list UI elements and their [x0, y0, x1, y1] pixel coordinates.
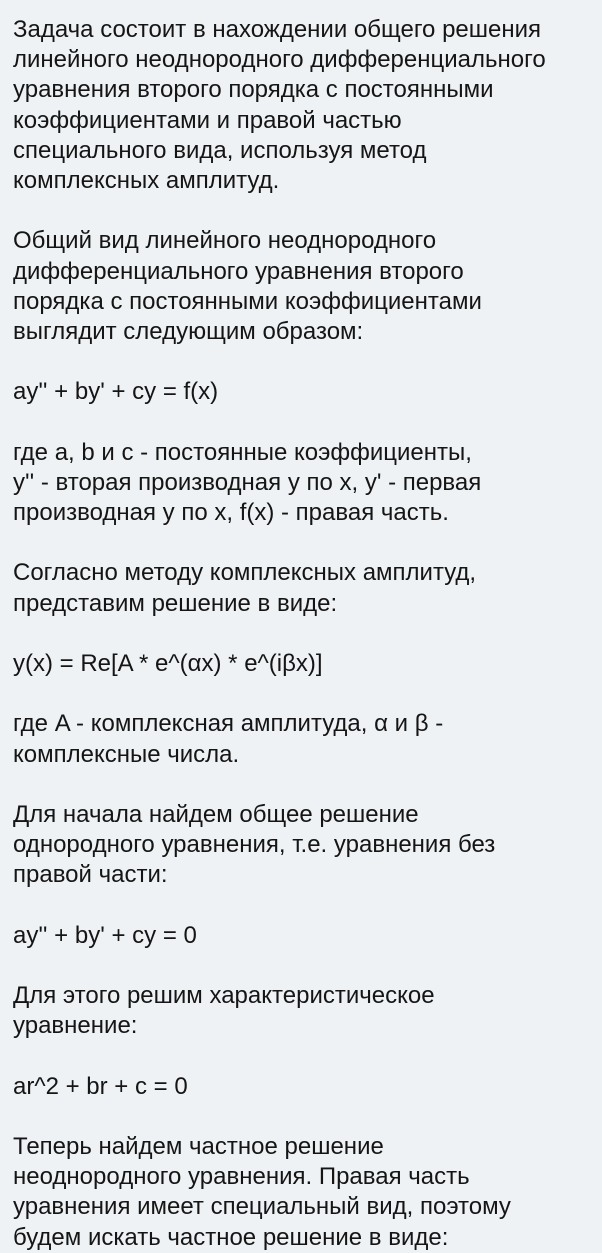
text-line: Теперь найдем частное решение [13, 1132, 384, 1160]
text-line: уравнение: [13, 1012, 138, 1040]
text-line: уравнения второго порядка с постоянными [13, 76, 494, 104]
message-paragraph [13, 1132, 602, 1253]
message-paragraph [13, 709, 602, 769]
text-line: Задача состоит в нахождении общего решения [13, 16, 542, 43]
text-line: Общий вид линейного неоднородного [13, 227, 437, 255]
text-line: представим решение в виде: [13, 589, 338, 617]
message-paragraph [13, 800, 602, 891]
paragraph-spacer [13, 196, 602, 226]
paragraph-spacer [13, 1041, 602, 1071]
message-paragraph [13, 15, 602, 196]
text-line: неоднородного уравнения. Правая часть [13, 1163, 470, 1191]
text-line: Для этого решим характеристическое [13, 982, 435, 1009]
paragraph-spacer [13, 679, 602, 709]
text-line: уравнения имеет специальный вид, поэтому [13, 1193, 511, 1221]
text-line: будем искать частное решение в виде: [13, 1223, 449, 1251]
paragraph-spacer [13, 528, 602, 558]
text-line: выглядит следующим образом: [13, 317, 364, 345]
message-text [13, 15, 602, 1253]
text-line: Для начала найдем общее решение [13, 800, 419, 828]
message-paragraph [13, 438, 602, 529]
message-paragraph [13, 1072, 602, 1102]
message-paragraph [13, 649, 602, 679]
paragraph-spacer [13, 347, 602, 377]
text-line: дифференциального уравнения второго [13, 257, 464, 285]
paragraph-spacer [13, 1102, 602, 1132]
paragraph-spacer [13, 951, 602, 981]
text-line: где A - комплексная амплитуда, α и β - [13, 710, 444, 738]
text-line: ay'' + by' + cy = f(x) [13, 378, 219, 406]
paragraph-spacer [13, 770, 602, 800]
text-line: ay'' + by' + cy = 0 [13, 921, 197, 949]
text-line: производная y по x, f(x) - правая часть. [13, 499, 449, 526]
text-line: y(x) = Re[A * e^(αx) * e^(iβx)] [13, 649, 323, 677]
text-line: где a, b и c - постоянные коэффициенты, [13, 438, 472, 466]
message-paragraph [13, 377, 602, 407]
paragraph-spacer [13, 619, 602, 649]
text-line: специального вида, используя метод [13, 136, 427, 164]
text-line: Согласно методу комплексных амплитуд, [13, 559, 477, 587]
message-paragraph [13, 921, 602, 951]
text-line: порядка с постоянными коэффициентами [13, 287, 482, 315]
text-line: комплексные числа. [13, 740, 240, 768]
message-paragraph [13, 226, 602, 347]
message-paragraph [13, 558, 602, 618]
paragraph-spacer [13, 407, 602, 437]
message-paragraph [13, 981, 602, 1041]
text-line: однородного уравнения, т.е. уравнения без [13, 831, 496, 859]
text-line: ar^2 + br + c = 0 [13, 1072, 188, 1100]
text-line: коэффициентами и правой частью [13, 106, 402, 134]
paragraph-spacer [13, 890, 602, 920]
text-line: правой части: [13, 861, 168, 889]
text-line: комплексных амплитуд. [13, 166, 280, 194]
text-line: y'' - вторая производная y по x, y' - первая [13, 468, 482, 496]
text-line: линейного неоднородного дифференциального [13, 46, 546, 74]
